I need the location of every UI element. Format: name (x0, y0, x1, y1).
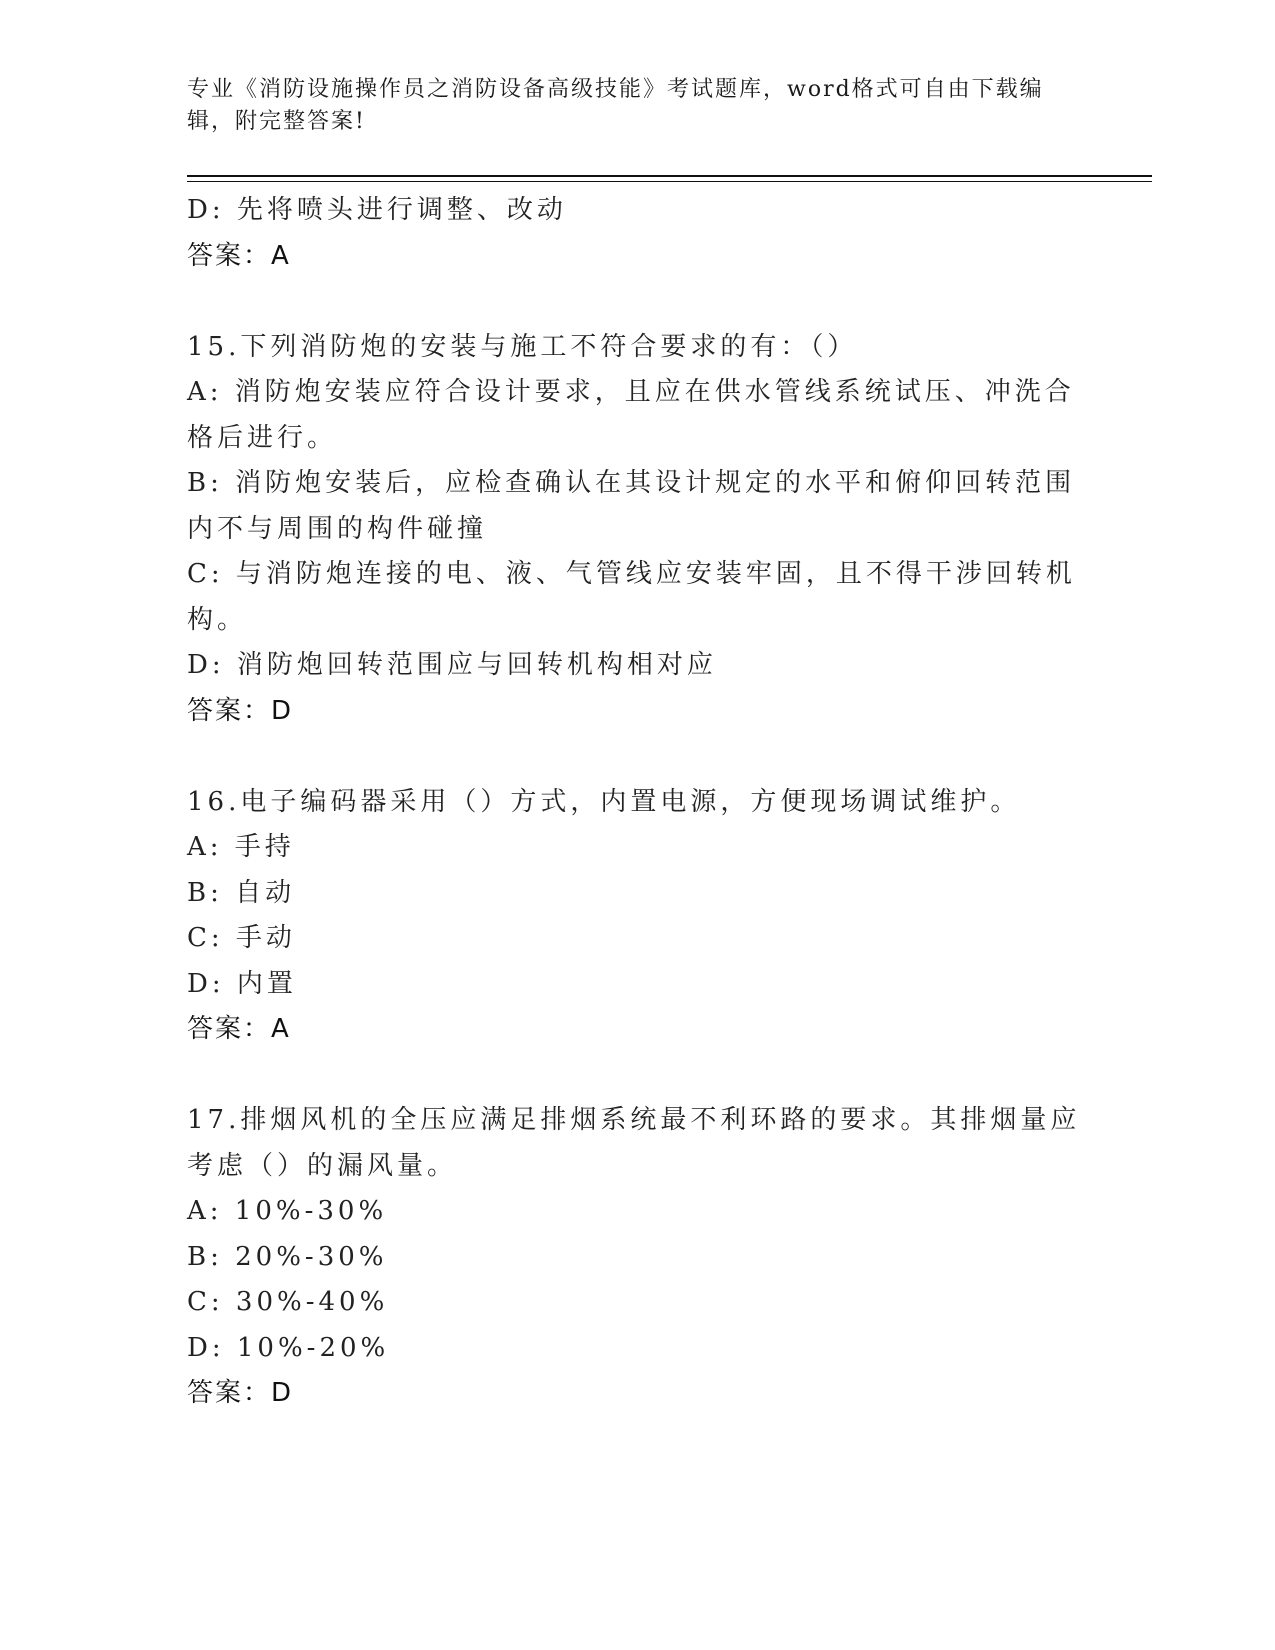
previous-question-tail (187, 188, 1087, 279)
question-15 (187, 325, 1087, 735)
option-c: C: 30%-40% (187, 1287, 389, 1317)
question-content (187, 188, 1087, 1417)
question-16 (187, 780, 1087, 1053)
option-a: A: 10%-30% (187, 1196, 388, 1226)
option-c: C: 手动 (187, 923, 296, 953)
question-17 (187, 1098, 1087, 1417)
option-b: B: 自动 (187, 877, 296, 908)
option-a: A: 消防炮安装应符合设计要求，且应在供水管线系统试压、冲洗合格后进行。 (187, 377, 1075, 453)
question-stem: 15.下列消防炮的安装与施工不符合要求的有：（） (187, 331, 858, 362)
answer-line: 答案：A (187, 240, 291, 271)
option-d: D: 内置 (187, 968, 297, 999)
option-a: A: 手持 (187, 832, 295, 862)
answer-line: 答案：A (187, 1014, 291, 1044)
option-b: B: 消防炮安装后，应检查确认在其设计规定的水平和俯仰回转范围内不与周围的构件碰撞 (187, 468, 1076, 544)
question-stem: 17.排烟风机的全压应满足排烟系统最不利环路的要求。其排烟量应考虑（）的漏风量。 (187, 1105, 1081, 1181)
answer-line: 答案：D (187, 1378, 294, 1408)
option-b: B: 20%-30% (187, 1241, 388, 1272)
option-d: D: 先将喷头进行调整、改动 (187, 195, 567, 225)
option-c: C: 与消防炮连接的电、液、气管线应安装牢固，且不得干涉回转机构。 (187, 559, 1076, 635)
option-d: D: 10%-20% (187, 1332, 390, 1363)
option-d: D: 消防炮回转范围应与回转机构相对应 (187, 650, 717, 680)
header-rule-thin (187, 181, 1152, 182)
answer-line: 答案：D (187, 695, 294, 726)
question-stem: 16.电子编码器采用（）方式，内置电源，方便现场调试维护。 (187, 786, 1021, 817)
document-header: 专业《消防设施操作员之消防设备高级技能》考试题库，word格式可自由下载编辑，附完整答案! (187, 77, 1044, 134)
header-rule-thick (187, 175, 1152, 177)
